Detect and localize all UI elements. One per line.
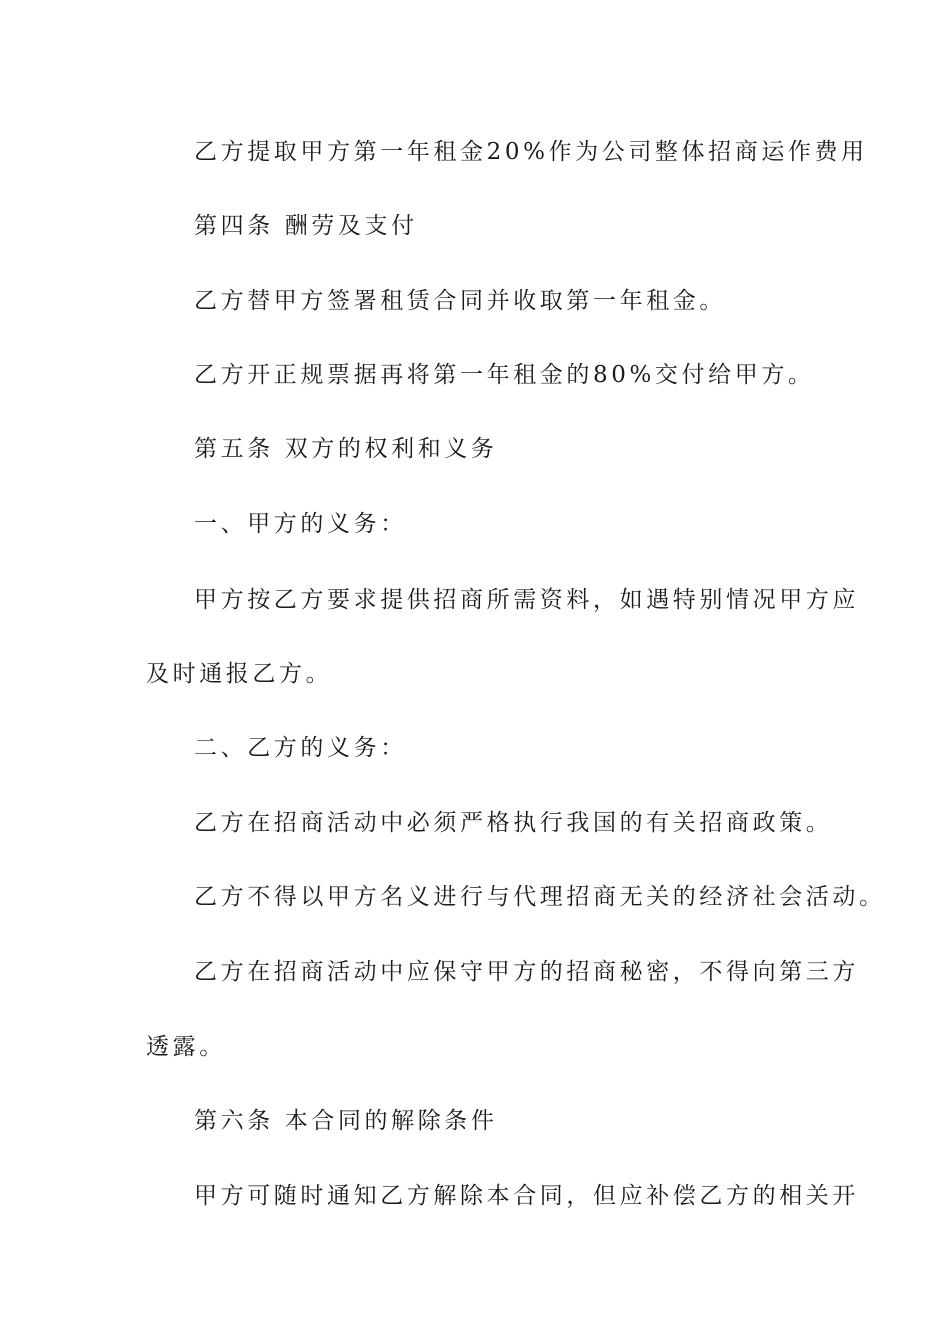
section-heading-party-a: 一、甲方的义务： — [194, 511, 407, 537]
paragraph-line: 乙方不得以甲方名义进行与代理招商无关的经济社会活动。 — [194, 884, 886, 910]
article-heading-6: 第六条 本合同的解除条件 — [194, 1108, 498, 1134]
paragraph-line: 乙方在招商活动中必须严格执行我国的有关招商政策。 — [194, 810, 833, 836]
article-heading-4: 第四条 酬劳及支付 — [194, 213, 418, 239]
article-heading-5: 第五条 双方的权利和义务 — [194, 436, 498, 462]
paragraph-line-continuation: 透露。 — [146, 1034, 226, 1060]
paragraph-line: 乙方替甲方签署租赁合同并收取第一年租金。 — [194, 288, 726, 314]
paragraph-line: 乙方提取甲方第一年租金20%作为公司整体招商运作费用 — [194, 139, 868, 165]
paragraph-line-continuation: 及时通报乙方。 — [146, 661, 333, 687]
paragraph-line: 甲方可随时通知乙方解除本合同，但应补偿乙方的相关开 — [194, 1183, 859, 1209]
section-heading-party-b: 二、乙方的义务： — [194, 735, 407, 761]
paragraph-line: 甲方按乙方要求提供招商所需资料，如遇特别情况甲方应 — [194, 587, 859, 613]
paragraph-line: 乙方开正规票据再将第一年租金的80%交付给甲方。 — [194, 362, 815, 388]
paragraph-line: 乙方在招商活动中应保守甲方的招商秘密，不得向第三方 — [194, 959, 859, 985]
